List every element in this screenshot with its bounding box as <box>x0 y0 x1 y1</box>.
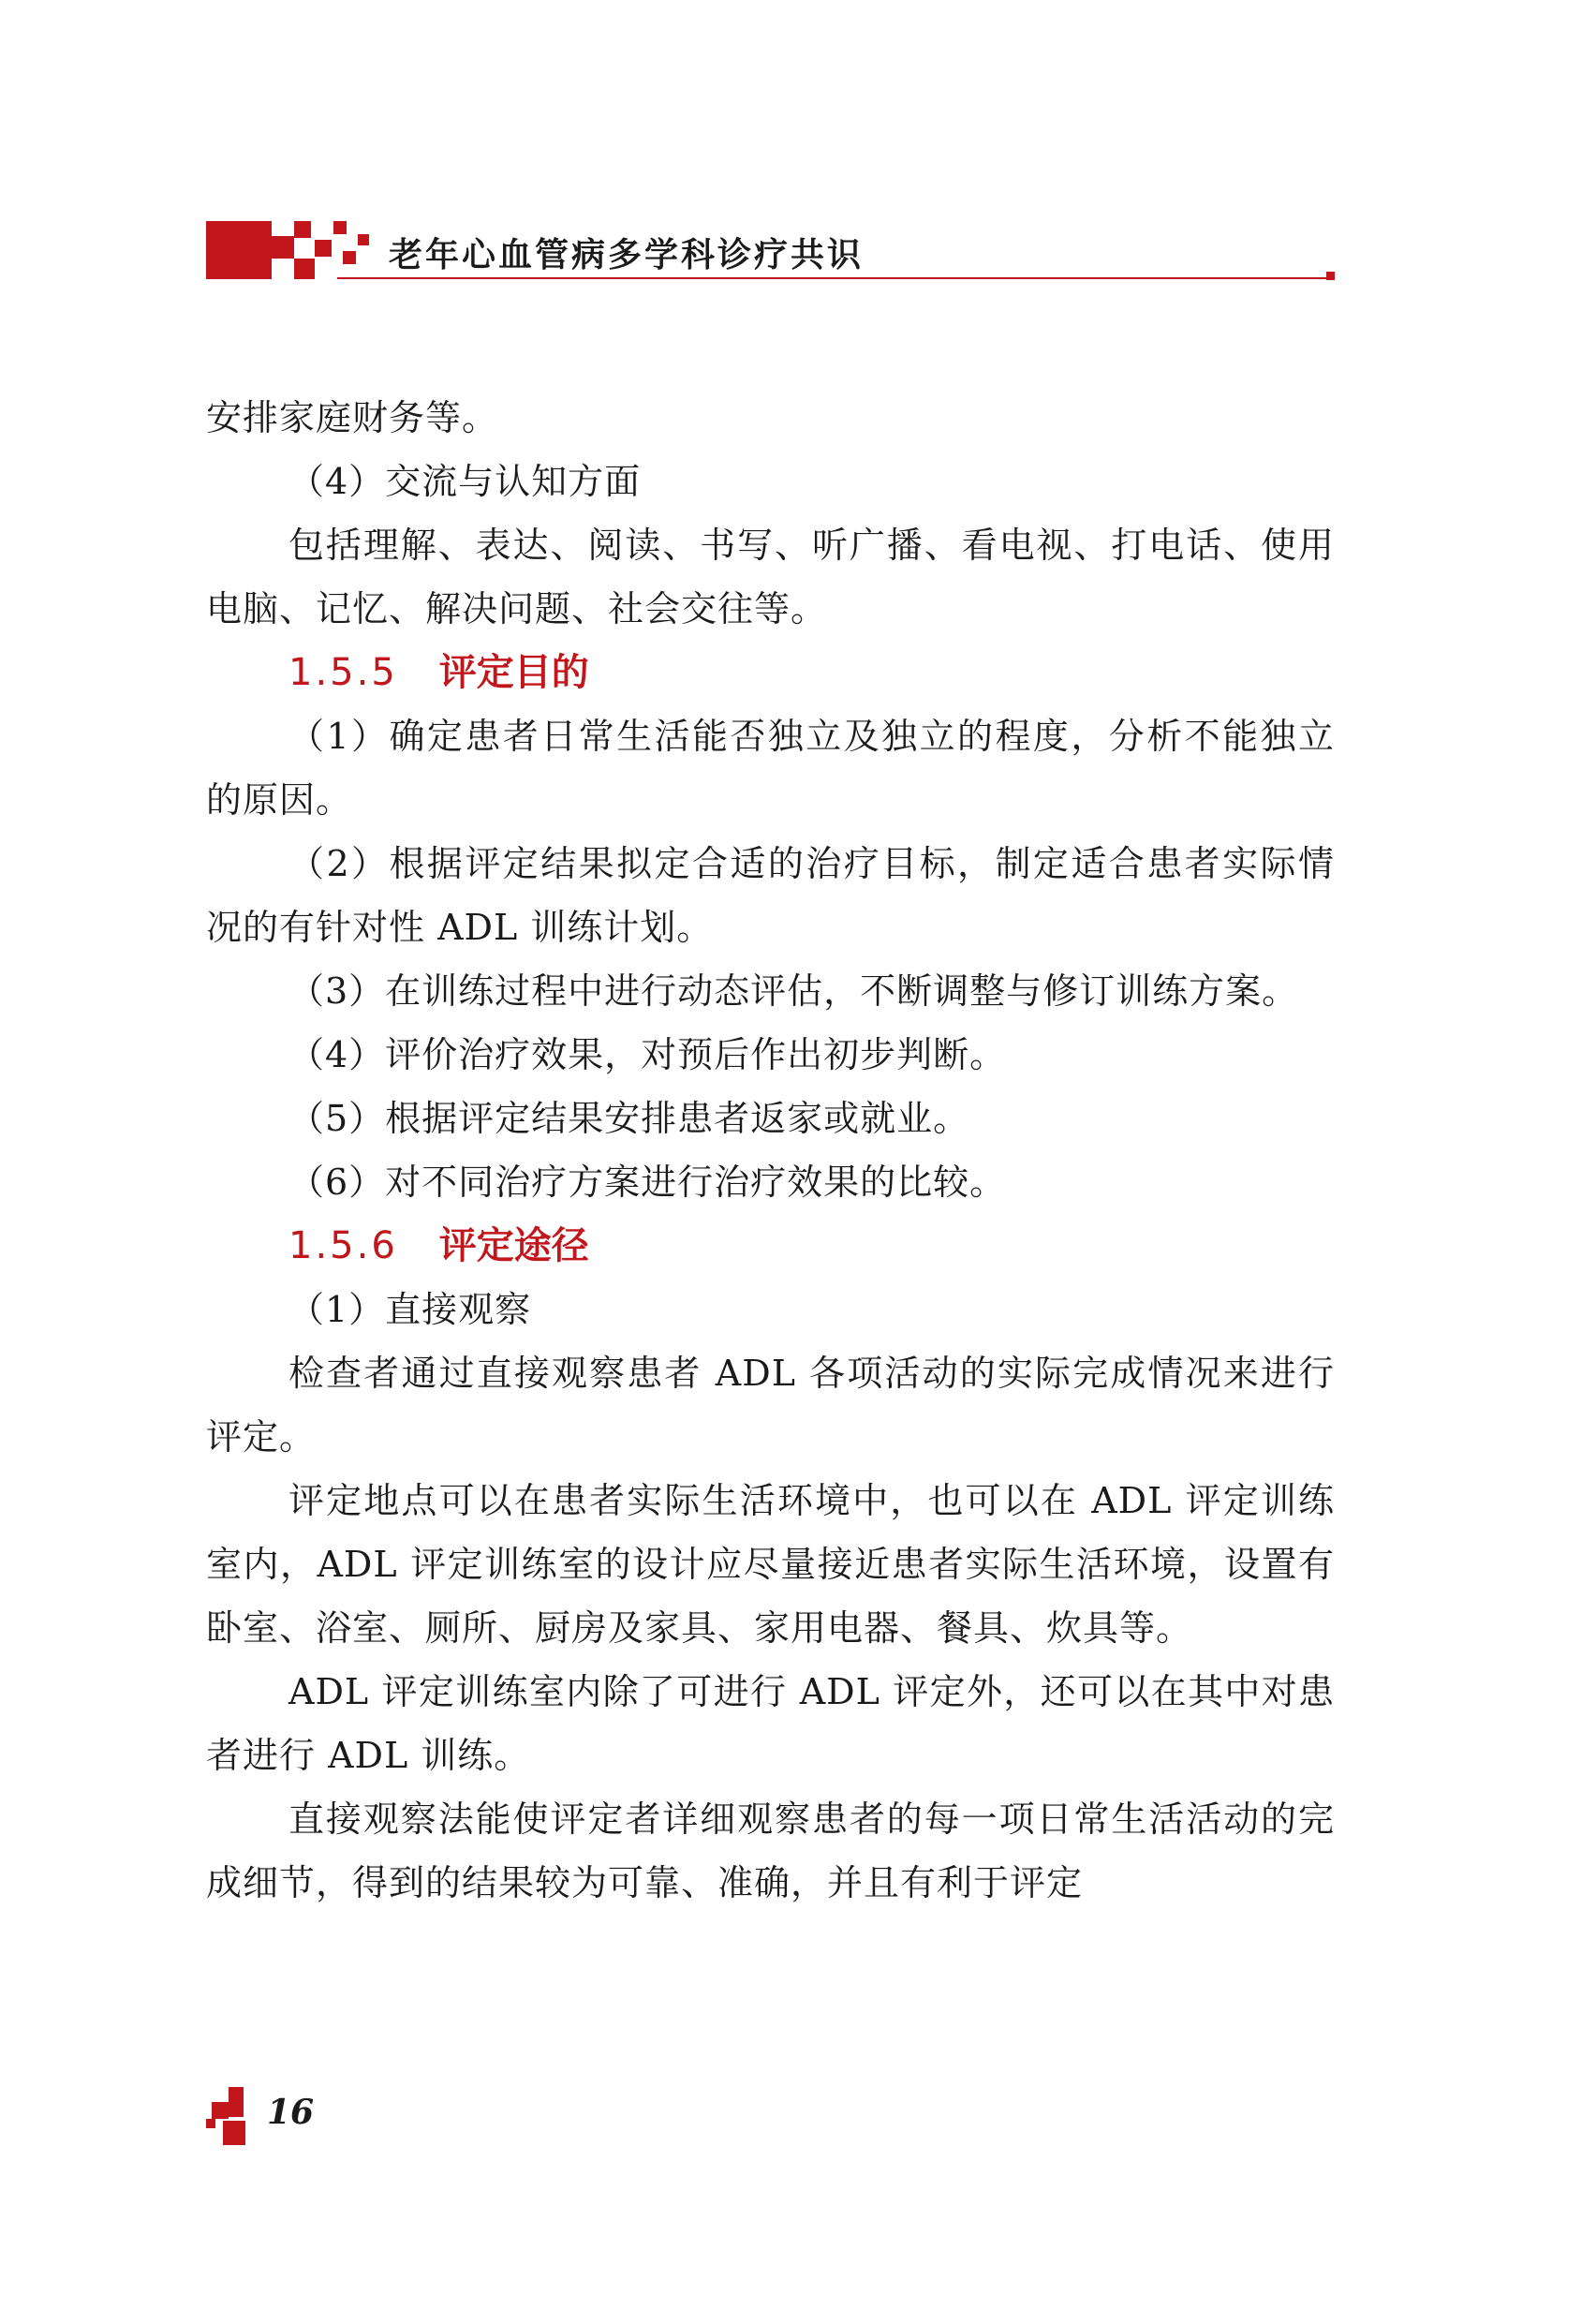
section-number: 1.5.5 <box>288 651 398 694</box>
paragraph: （1）直接观察 <box>288 1289 532 1330</box>
header-rule <box>337 277 1328 279</box>
section-title: 评定目的 <box>438 651 589 694</box>
paragraph: （2）根据评定结果拟定合适的治疗目标，制定适合患者实际情况的有针对性 ADL 训练计划。 <box>206 843 1335 948</box>
paragraph: （6）对不同治疗方案进行治疗效果的比较。 <box>288 1162 1007 1203</box>
paragraph: （4）评价治疗效果，对预后作出初步判断。 <box>288 1034 1007 1075</box>
paragraph: ADL 评定训练室内除了可进行 ADL 评定外，还可以在其中对患者进行 ADL 训练。 <box>206 1671 1335 1776</box>
page-footer <box>206 2087 393 2153</box>
section-number: 1.5.6 <box>288 1224 398 1267</box>
paragraph: 安排家庭财务等。 <box>206 397 499 438</box>
page-content <box>206 386 1335 1915</box>
section-title: 评定途径 <box>438 1224 589 1267</box>
paragraph: （4）交流与认知方面 <box>288 461 642 502</box>
section-heading-1-5-6 <box>206 1214 1335 1278</box>
paragraph: 检查者通过直接观察患者 ADL 各项活动的实际完成情况来进行评定。 <box>206 1353 1335 1458</box>
paragraph: 直接观察法能使评定者详细观察患者的每一项日常生活活动的完成细节，得到的结果较为可靠、准确，并且有利于评定 <box>206 1799 1335 1903</box>
header-rule-end-mark <box>1326 272 1335 280</box>
paragraph: （5）根据评定结果安排患者返家或就业。 <box>288 1098 970 1139</box>
header-title: 老年心血管病多学科诊疗共识 <box>389 236 865 274</box>
paragraph: 包括理解、表达、阅读、书写、听广播、看电视、打电话、使用电脑、记忆、解决问题、社会交往等。 <box>206 525 1335 629</box>
paragraph: （3）在训练过程中进行动态评估，不断调整与修订训练方案。 <box>288 970 1299 1012</box>
running-header <box>206 219 1335 281</box>
page-number: 16 <box>267 2093 315 2132</box>
section-heading-1-5-5 <box>206 641 1335 704</box>
paragraph: （1）确定患者日常生活能否独立及独立的程度，分析不能独立的原因。 <box>206 716 1335 821</box>
paragraph: 评定地点可以在患者实际生活环境中，也可以在 ADL 评定训练室内，ADL 评定训练室的设计应尽量接近患者实际生活环境，设置有卧室、浴室、厕所、厨房及家具、家用电器、餐具、炊具等。 <box>206 1480 1335 1649</box>
